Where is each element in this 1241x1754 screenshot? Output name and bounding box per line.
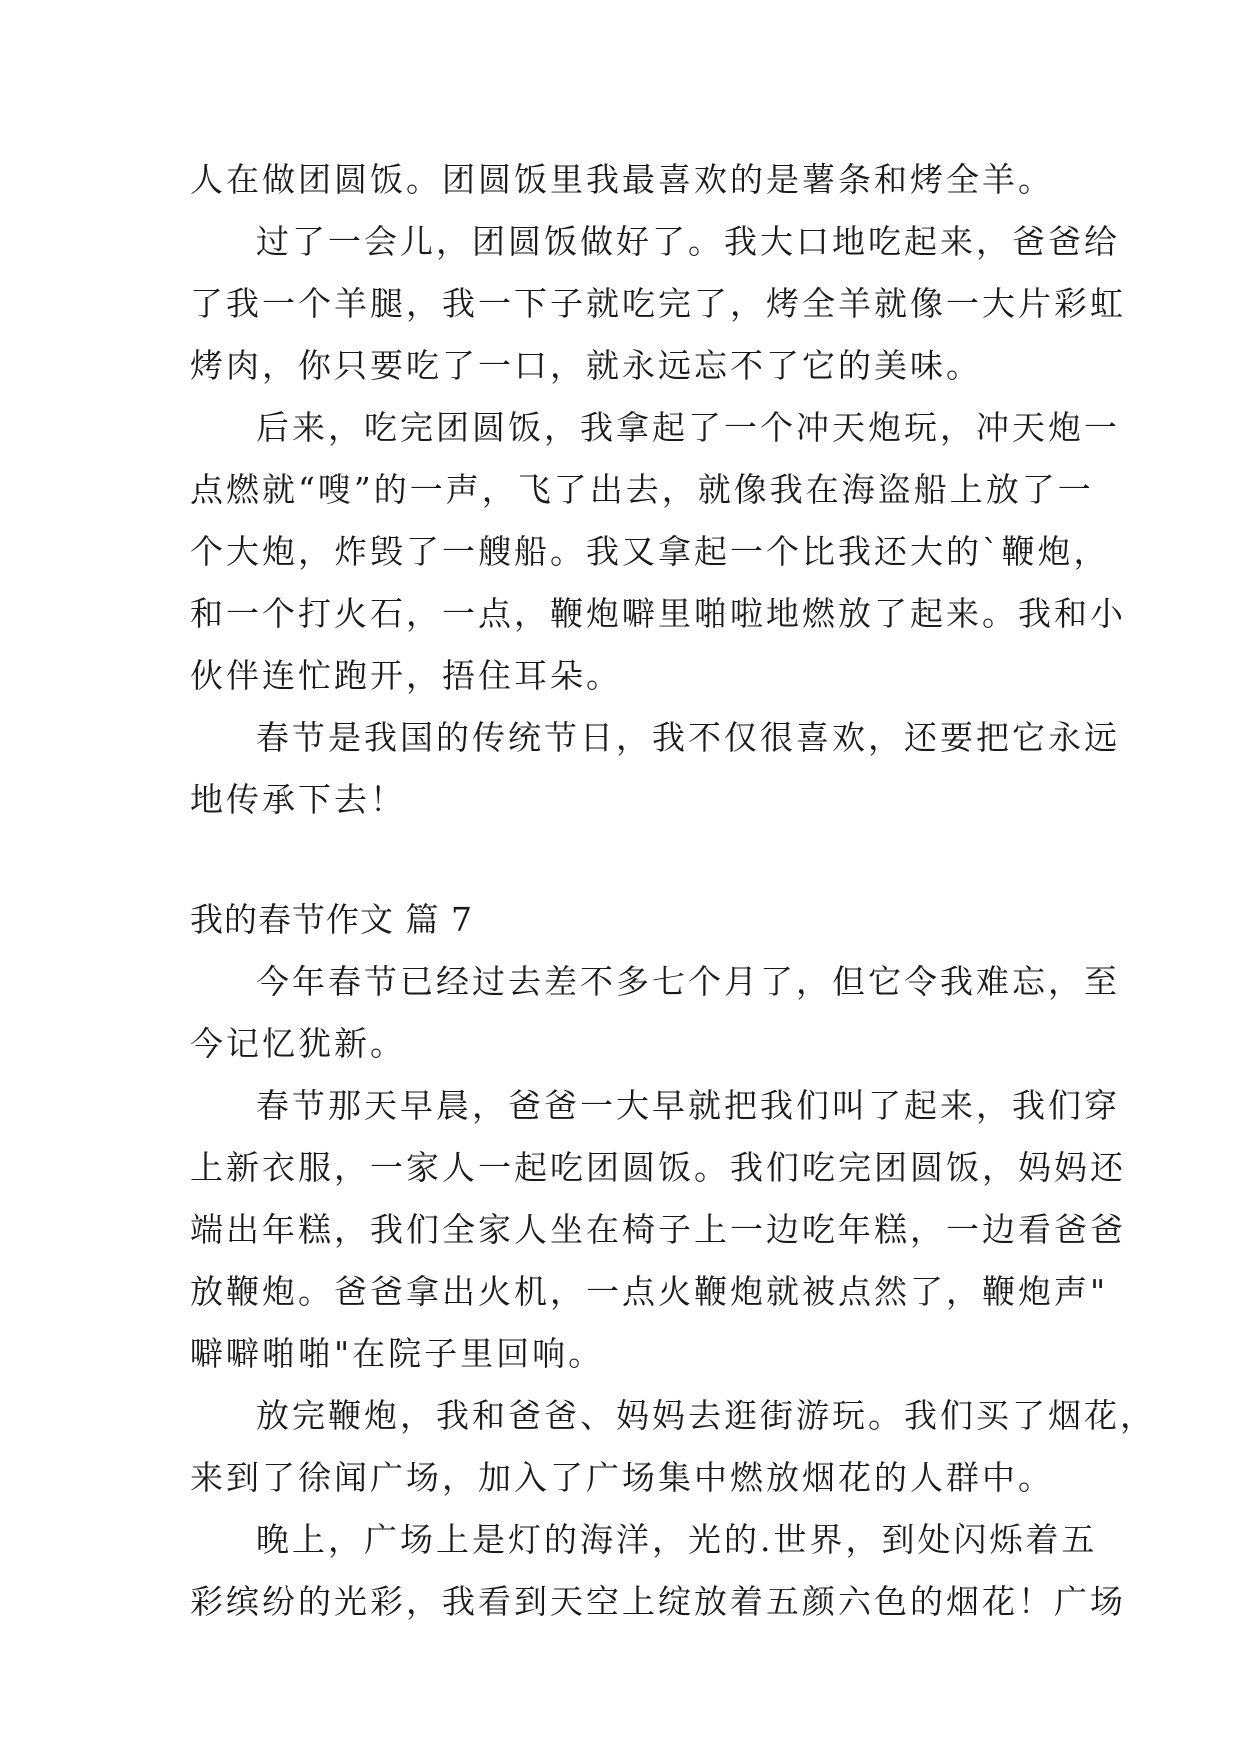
text-line: 来到了徐闻广场，加入了广场集中燃放烟花的人群中。	[190, 1458, 1054, 1497]
text-line: 烤肉，你只要吃了一口，就永远忘不了它的美味。	[190, 346, 982, 385]
text-line: 和一个打火石，一点，鞭炮噼里啪啦地燃放了起来。我和小	[190, 594, 1126, 633]
text-line: 彩缤纷的光彩，我看到天空上绽放着五颜六色的烟花！广场	[190, 1582, 1126, 1621]
text-line: 地传承下去！	[190, 780, 406, 819]
text-line: 过了一会儿，团圆饭做好了。我大口地吃起来，爸爸给	[256, 222, 1120, 261]
text-line: 了我一个羊腿，我一下子就吃完了，烤全羊就像一大片彩虹	[190, 284, 1126, 323]
section-heading: 我的春节作文 篇 7	[190, 900, 473, 939]
text-line: 个大炮，炸毁了一艘船。我又拿起一个比我还大的`鞭炮，	[190, 532, 1110, 571]
text-line: 上新衣服，一家人一起吃团圆饭。我们吃完团圆饭，妈妈还	[190, 1148, 1126, 1187]
text-line: 伙伴连忙跑开，捂住耳朵。	[190, 656, 622, 695]
text-line: 春节那天早晨，爸爸一大早就把我们叫了起来，我们穿	[256, 1086, 1120, 1125]
text-line: 放鞭炮。爸爸拿出火机，一点火鞭炮就被点然了，鞭炮声"	[190, 1272, 1109, 1311]
text-line: 噼噼啪啪"在院子里回响。	[190, 1334, 605, 1373]
text-line: 晚上，广场上是灯的海洋，光的.世界，到处闪烁着五	[256, 1520, 1098, 1559]
text-line: 今年春节已经过去差不多七个月了，但它令我难忘，至	[256, 962, 1120, 1001]
text-line: 后来，吃完团圆饭，我拿起了一个冲天炮玩，冲天炮一	[256, 408, 1120, 447]
text-line: 人在做团圆饭。团圆饭里我最喜欢的是薯条和烤全羊。	[190, 160, 1054, 199]
text-line: 春节是我国的传统节日，我不仅很喜欢，还要把它永远	[256, 718, 1120, 757]
text-line: 点燃就“嗖”的一声，飞了出去，就像我在海盗船上放了一	[190, 470, 1094, 509]
text-line: 端出年糕，我们全家人坐在椅子上一边吃年糕，一边看爸爸	[190, 1210, 1126, 1249]
text-line: 今记忆犹新。	[190, 1024, 406, 1063]
text-line: 放完鞭炮，我和爸爸、妈妈去逛街游玩。我们买了烟花，	[256, 1396, 1156, 1435]
